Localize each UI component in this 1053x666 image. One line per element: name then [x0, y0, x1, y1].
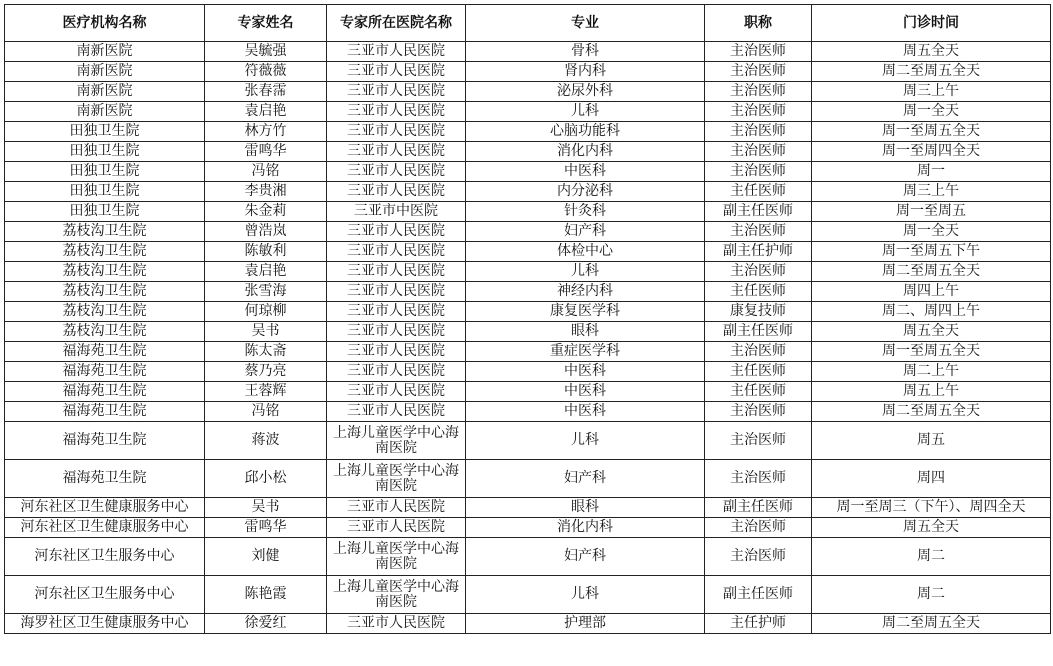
cell-specialty: 妇产科 [466, 460, 705, 498]
cell-institution: 福海苑卫生院 [5, 460, 205, 498]
cell-specialty: 儿科 [466, 422, 705, 460]
cell-clinic-time: 周二 [812, 538, 1051, 576]
cell-expert-hospital: 三亚市人民医院 [327, 518, 466, 538]
cell-expert-hospital: 三亚市人民医院 [327, 142, 466, 162]
cell-institution: 荔枝沟卫生院 [5, 282, 205, 302]
cell-specialty: 中医科 [466, 402, 705, 422]
table-row [5, 460, 1051, 498]
cell-title: 主任医师 [705, 182, 812, 202]
cell-expert-name: 袁启艳 [205, 262, 327, 282]
cell-expert-hospital: 三亚市人民医院 [327, 162, 466, 182]
cell-title: 副主任护师 [705, 242, 812, 262]
cell-institution: 田独卫生院 [5, 182, 205, 202]
cell-title: 主治医师 [705, 538, 812, 576]
cell-clinic-time: 周二上午 [812, 362, 1051, 382]
cell-title: 主治医师 [705, 460, 812, 498]
cell-institution: 海罗社区卫生健康服务中心 [5, 614, 205, 634]
cell-expert-name: 吴毓强 [205, 42, 327, 62]
cell-specialty: 眼科 [466, 322, 705, 342]
cell-title: 康复技师 [705, 302, 812, 322]
cell-specialty: 儿科 [466, 576, 705, 614]
header-title: 职称 [705, 5, 812, 42]
cell-title: 主任医师 [705, 382, 812, 402]
cell-institution: 荔枝沟卫生院 [5, 242, 205, 262]
cell-clinic-time: 周一至周五全天 [812, 122, 1051, 142]
cell-expert-name: 蔡乃亮 [205, 362, 327, 382]
table-row [5, 402, 1051, 422]
cell-title: 主治医师 [705, 402, 812, 422]
cell-expert-hospital: 三亚市人民医院 [327, 82, 466, 102]
cell-expert-name: 雷鸣华 [205, 518, 327, 538]
table-body [5, 42, 1051, 634]
table-row [5, 538, 1051, 576]
table-row [5, 498, 1051, 518]
cell-expert-name: 李贵湘 [205, 182, 327, 202]
cell-expert-hospital: 三亚市人民医院 [327, 342, 466, 362]
cell-expert-name: 林方竹 [205, 122, 327, 142]
cell-expert-hospital: 三亚市中医院 [327, 202, 466, 222]
cell-specialty: 体检中心 [466, 242, 705, 262]
cell-title: 主治医师 [705, 142, 812, 162]
cell-expert-hospital: 三亚市人民医院 [327, 182, 466, 202]
cell-clinic-time: 周一全天 [812, 222, 1051, 242]
cell-expert-hospital: 三亚市人民医院 [327, 402, 466, 422]
cell-expert-hospital: 三亚市人民医院 [327, 302, 466, 322]
cell-title: 副主任医师 [705, 576, 812, 614]
cell-title: 主治医师 [705, 102, 812, 122]
cell-expert-name: 符薇薇 [205, 62, 327, 82]
cell-clinic-time: 周二、周四上午 [812, 302, 1051, 322]
table-row [5, 518, 1051, 538]
cell-title: 主治医师 [705, 262, 812, 282]
cell-clinic-time: 周一至周五全天 [812, 342, 1051, 362]
cell-specialty: 消化内科 [466, 518, 705, 538]
header-expert-hospital: 专家所在医院名称 [327, 5, 466, 42]
cell-title: 主治医师 [705, 342, 812, 362]
cell-title: 副主任医师 [705, 498, 812, 518]
cell-expert-name: 吴书 [205, 322, 327, 342]
cell-expert-hospital: 三亚市人民医院 [327, 362, 466, 382]
cell-specialty: 神经内科 [466, 282, 705, 302]
cell-institution: 南新医院 [5, 102, 205, 122]
cell-expert-name: 曾浩岚 [205, 222, 327, 242]
table-row [5, 614, 1051, 634]
header-institution: 医疗机构名称 [5, 5, 205, 42]
cell-expert-name: 蒋波 [205, 422, 327, 460]
header-row [5, 5, 1051, 42]
cell-specialty: 中医科 [466, 362, 705, 382]
cell-clinic-time: 周五全天 [812, 42, 1051, 62]
cell-institution: 荔枝沟卫生院 [5, 222, 205, 242]
cell-expert-hospital: 上海儿童医学中心海南医院 [327, 422, 466, 460]
cell-institution: 南新医院 [5, 42, 205, 62]
table-row [5, 302, 1051, 322]
cell-institution: 河东社区卫生健康服务中心 [5, 498, 205, 518]
cell-institution: 河东社区卫生服务中心 [5, 538, 205, 576]
cell-title: 主治医师 [705, 162, 812, 182]
cell-title: 主治医师 [705, 82, 812, 102]
cell-title: 主治医师 [705, 518, 812, 538]
cell-expert-name: 袁启艳 [205, 102, 327, 122]
cell-title: 主任医师 [705, 282, 812, 302]
cell-clinic-time: 周三上午 [812, 82, 1051, 102]
cell-specialty: 肾内科 [466, 62, 705, 82]
cell-clinic-time: 周一至周五下午 [812, 242, 1051, 262]
cell-title: 主治医师 [705, 122, 812, 142]
cell-title: 主治医师 [705, 62, 812, 82]
table-row [5, 282, 1051, 302]
cell-title: 主治医师 [705, 222, 812, 242]
cell-expert-name: 张春霈 [205, 82, 327, 102]
cell-specialty: 中医科 [466, 382, 705, 402]
cell-expert-hospital: 三亚市人民医院 [327, 102, 466, 122]
cell-expert-hospital: 三亚市人民医院 [327, 382, 466, 402]
cell-expert-name: 冯铭 [205, 162, 327, 182]
cell-expert-hospital: 三亚市人民医院 [327, 62, 466, 82]
cell-specialty: 泌尿外科 [466, 82, 705, 102]
table-row [5, 342, 1051, 362]
cell-clinic-time: 周五全天 [812, 518, 1051, 538]
cell-clinic-time: 周五 [812, 422, 1051, 460]
cell-expert-name: 张雪海 [205, 282, 327, 302]
cell-institution: 南新医院 [5, 82, 205, 102]
cell-clinic-time: 周一至周四全天 [812, 142, 1051, 162]
cell-institution: 田独卫生院 [5, 162, 205, 182]
cell-expert-hospital: 上海儿童医学中心海南医院 [327, 576, 466, 614]
cell-institution: 荔枝沟卫生院 [5, 322, 205, 342]
cell-expert-name: 冯铭 [205, 402, 327, 422]
cell-title: 副主任医师 [705, 322, 812, 342]
cell-clinic-time: 周五上午 [812, 382, 1051, 402]
header-expert-name: 专家姓名 [205, 5, 327, 42]
cell-expert-name: 雷鸣华 [205, 142, 327, 162]
table-row [5, 382, 1051, 402]
cell-clinic-time: 周一 [812, 162, 1051, 182]
cell-expert-hospital: 三亚市人民医院 [327, 222, 466, 242]
table-row [5, 576, 1051, 614]
cell-clinic-time: 周二至周五全天 [812, 614, 1051, 634]
table-row [5, 42, 1051, 62]
cell-clinic-time: 周二至周五全天 [812, 262, 1051, 282]
cell-institution: 田独卫生院 [5, 142, 205, 162]
cell-expert-name: 刘健 [205, 538, 327, 576]
cell-clinic-time: 周一全天 [812, 102, 1051, 122]
header-clinic-time: 门诊时间 [812, 5, 1051, 42]
cell-specialty: 儿科 [466, 262, 705, 282]
cell-clinic-time: 周三上午 [812, 182, 1051, 202]
cell-title: 主治医师 [705, 42, 812, 62]
cell-specialty: 眼科 [466, 498, 705, 518]
cell-expert-name: 邱小松 [205, 460, 327, 498]
cell-specialty: 重症医学科 [466, 342, 705, 362]
cell-specialty: 中医科 [466, 162, 705, 182]
cell-specialty: 针灸科 [466, 202, 705, 222]
cell-specialty: 妇产科 [466, 538, 705, 576]
cell-clinic-time: 周一至周五 [812, 202, 1051, 222]
header-specialty: 专业 [466, 5, 705, 42]
cell-title: 副主任医师 [705, 202, 812, 222]
cell-institution: 荔枝沟卫生院 [5, 262, 205, 282]
cell-specialty: 护理部 [466, 614, 705, 634]
cell-specialty: 消化内科 [466, 142, 705, 162]
cell-expert-name: 陈艳霞 [205, 576, 327, 614]
cell-institution: 荔枝沟卫生院 [5, 302, 205, 322]
clinic-schedule-table [4, 4, 1051, 634]
cell-expert-name: 陈敏利 [205, 242, 327, 262]
cell-clinic-time: 周二至周五全天 [812, 62, 1051, 82]
cell-title: 主任护师 [705, 614, 812, 634]
cell-specialty: 心脑功能科 [466, 122, 705, 142]
table-row [5, 262, 1051, 282]
table-header [5, 5, 1051, 42]
cell-expert-hospital: 三亚市人民医院 [327, 262, 466, 282]
table-row [5, 242, 1051, 262]
cell-clinic-time: 周二 [812, 576, 1051, 614]
cell-expert-hospital: 三亚市人民医院 [327, 498, 466, 518]
table-row [5, 82, 1051, 102]
cell-expert-name: 陈太斋 [205, 342, 327, 362]
cell-expert-hospital: 上海儿童医学中心海南医院 [327, 538, 466, 576]
cell-institution: 南新医院 [5, 62, 205, 82]
cell-expert-name: 王蓉辉 [205, 382, 327, 402]
cell-institution: 福海苑卫生院 [5, 402, 205, 422]
table-row [5, 162, 1051, 182]
cell-expert-hospital: 三亚市人民医院 [327, 614, 466, 634]
cell-expert-name: 何琼柳 [205, 302, 327, 322]
table-row [5, 142, 1051, 162]
table-row [5, 62, 1051, 82]
cell-institution: 河东社区卫生服务中心 [5, 576, 205, 614]
cell-specialty: 康复医学科 [466, 302, 705, 322]
cell-clinic-time: 周二至周五全天 [812, 402, 1051, 422]
cell-title: 主任医师 [705, 362, 812, 382]
table-row [5, 322, 1051, 342]
clinic-schedule-sheet [4, 4, 1050, 634]
table-row [5, 122, 1051, 142]
cell-specialty: 骨科 [466, 42, 705, 62]
table-row [5, 222, 1051, 242]
cell-institution: 田独卫生院 [5, 202, 205, 222]
table-row [5, 182, 1051, 202]
cell-specialty: 内分泌科 [466, 182, 705, 202]
cell-expert-hospital: 三亚市人民医院 [327, 122, 466, 142]
cell-institution: 河东社区卫生健康服务中心 [5, 518, 205, 538]
cell-expert-name: 吴书 [205, 498, 327, 518]
cell-specialty: 儿科 [466, 102, 705, 122]
table-row [5, 202, 1051, 222]
cell-institution: 福海苑卫生院 [5, 342, 205, 362]
table-row [5, 102, 1051, 122]
cell-expert-name: 朱金莉 [205, 202, 327, 222]
cell-expert-hospital: 上海儿童医学中心海南医院 [327, 460, 466, 498]
cell-clinic-time: 周五全天 [812, 322, 1051, 342]
table-row [5, 362, 1051, 382]
cell-institution: 福海苑卫生院 [5, 362, 205, 382]
cell-clinic-time: 周一至周三（下午）、周四全天 [812, 498, 1051, 518]
cell-expert-hospital: 三亚市人民医院 [327, 282, 466, 302]
cell-expert-hospital: 三亚市人民医院 [327, 322, 466, 342]
cell-expert-hospital: 三亚市人民医院 [327, 242, 466, 262]
cell-institution: 田独卫生院 [5, 122, 205, 142]
cell-specialty: 妇产科 [466, 222, 705, 242]
cell-expert-name: 徐爱红 [205, 614, 327, 634]
cell-clinic-time: 周四 [812, 460, 1051, 498]
cell-institution: 福海苑卫生院 [5, 382, 205, 402]
table-row [5, 422, 1051, 460]
cell-clinic-time: 周四上午 [812, 282, 1051, 302]
cell-title: 主治医师 [705, 422, 812, 460]
cell-expert-hospital: 三亚市人民医院 [327, 42, 466, 62]
cell-institution: 福海苑卫生院 [5, 422, 205, 460]
